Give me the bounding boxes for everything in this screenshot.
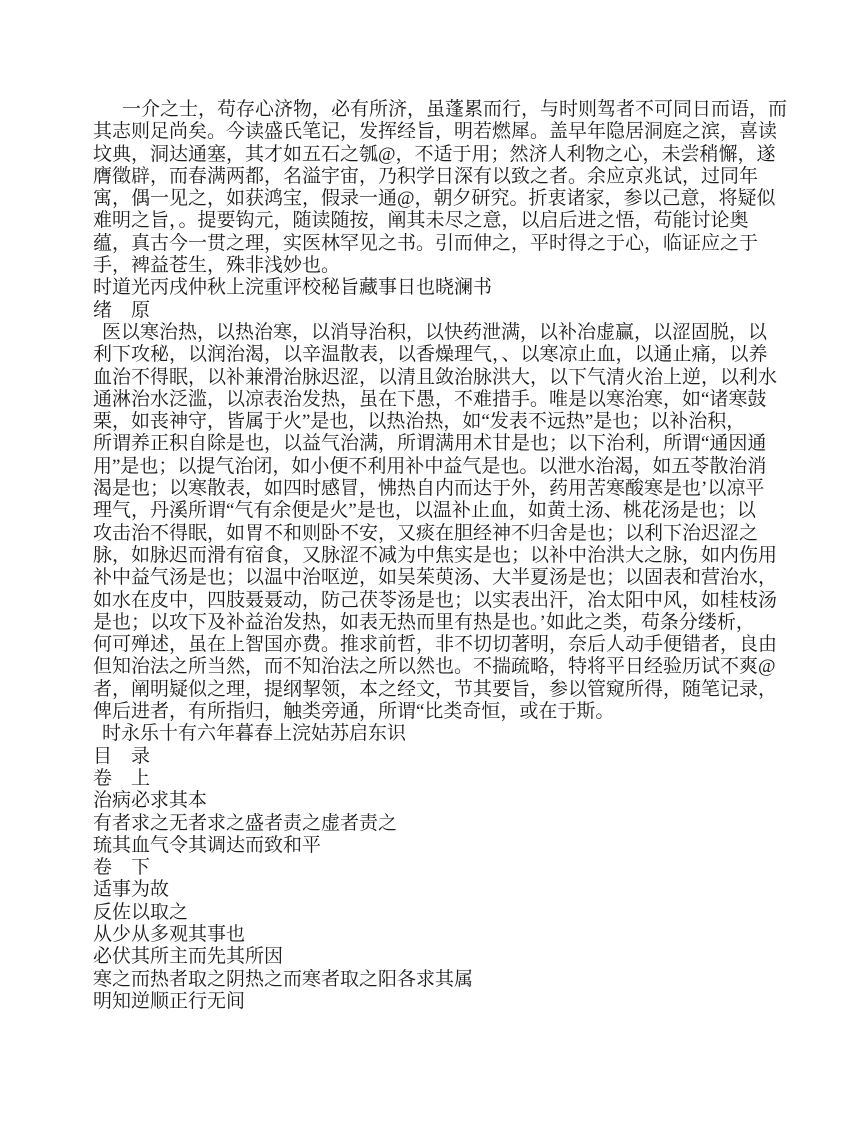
text-line: 何可殚述，虽在上智国亦费。推求前哲，非不切切著明，奈后人动手便错者，良由 [93,634,778,656]
text-line: 有者求之无者求之盛者责之虚者责之 [93,812,398,834]
text-line: 栗，如丧神守，皆属于火”是也，以热治热，如“发表不远热”是也；以补治积， [93,411,746,433]
text-line: 治病必求其本 [93,790,208,812]
document-text-block [93,99,788,1013]
text-line: 时道光丙戌仲秋上浣重评校秘旨藏事日也晓澜书 [93,277,493,299]
text-line: 是也；以攻下及补益治发热，如表无热而里有热是也。’如此之类，苟条分缕析， [93,611,755,633]
text-line: 明知逆顺正行无间 [93,990,246,1012]
text-line: 其志则足尚矣。今读盛氏笔记，发挥经旨，明若燃犀。盖早年隐居洞庭之滨，喜读 [93,121,778,143]
text-line: 渴是也；以寒散表，如四时感冒，怫热自内而达于外，药用苦寒酸寒是也’以凉平 [93,478,765,500]
text-line: 利下攻秘，以润治渴，以辛温散表，以香燥理气，、以寒凉止血，以通止痛，以养 [93,344,768,366]
text-line: 医以寒治热，以热治寒，以消导治积，以快药泄满，以补冶虚赢，以涩固脱，以 [102,321,768,343]
text-line: 膺徵辟，而春满两都，名溢宇宙，乃积学日深有以致之者。余应京兆试，过同年 [93,165,759,187]
text-line: 所谓养正积自除是也，以益气治满，所谓满用术甘是也；以下治利，所谓“通因通 [93,433,767,455]
text-line: 但知治法之所当然，而不知治法之所以然也。不揣疏略，特将平日经验历试不爽@ [93,656,776,678]
text-line: 蕴，真古今一贯之理，实医林罕见之书。引而伸之，平时得之于心，临证应之于 [93,232,759,254]
text-line: 一介之士，苟存心济物，必有所济，虽蓬累而行，与时则驾者不可同日而语，而 [122,99,788,120]
text-line: 时永乐十有六年暮春上浣姑苏启东识 [102,723,407,745]
text-line: 卷 上 [93,767,151,789]
text-line: 脉，如脉迟而滑有宿食，又脉涩不减为中焦实是也；以补中治洪大之脉，如内伤用 [93,544,778,566]
text-line: 适事为故 [93,879,170,901]
text-line: 攻击治不得眠，如胃不和则卧不安，又痰在胆经神不归舍是也；以利下治迟涩之 [93,522,759,544]
text-line: 琉其血气令其调达而致和平 [93,834,322,856]
text-line: 寒之而热者取之阴热之而寒者取之阳各求其属 [93,968,474,990]
text-line: 用”是也；以提气治闭，如小便不利用补中益气是也。以泄水治渴，如五苓散治消 [93,455,767,477]
text-line: 理气，丹溪所谓“气有余便是火”是也，以温补止血，如黄土汤、桃花汤是也；以 [93,500,756,522]
text-line: 卷 下 [93,857,151,879]
text-line: 寓，偶一见之，如获鸿宝，假录一通@，朝夕研究。折衷诸家，参以己意，将疑似 [93,188,776,210]
text-line: 补中益气汤是也；以温中治呕逆，如吴茱萸汤、大半夏汤是也；以固表和营治水， [93,567,778,589]
text-line: 绪 原 [93,299,151,321]
text-line: 从少从多观其事也 [93,923,246,945]
text-line: 者，阐明疑似之理，提纲挈领，本之经文，节其要旨，参以管窥所得，随笔记录， [93,678,778,700]
text-line: 手，裨益苍生，殊非浅妙也。 [93,255,341,277]
text-line: 反佐以取之 [93,901,189,923]
text-line: 血治不得眠，以补兼滑治脉迟涩，以清且敛治脉洪大，以下气清火治上逆，以利水 [93,366,778,388]
text-line: 坟典，洞达通塞，其才如五石之瓠@，不适于用；然济人利物之心，未尝稍懈，遂 [93,143,776,165]
text-line: 目 录 [93,745,151,767]
text-line: 通淋治水泛滥，以凉表治发热，虽在下愚，不难措手。唯是以寒治寒，如“诸寒鼓 [93,388,767,410]
text-line: 必伏其所主而先其所因 [93,946,284,968]
text-line: 俾后进者，有所指归，触类旁通，所谓“比类奇恒，或在于斯。 [93,701,615,723]
text-line: 难明之旨，。提要钩元，随读随按，阐其未尽之意，以启后进之悟，苟能讨论奥 [93,210,749,232]
text-line: 如水在皮中，四肢聂聂动，防己茯苓汤是也；以实表出汗，冶太阳中风，如桂枝汤 [93,589,778,611]
